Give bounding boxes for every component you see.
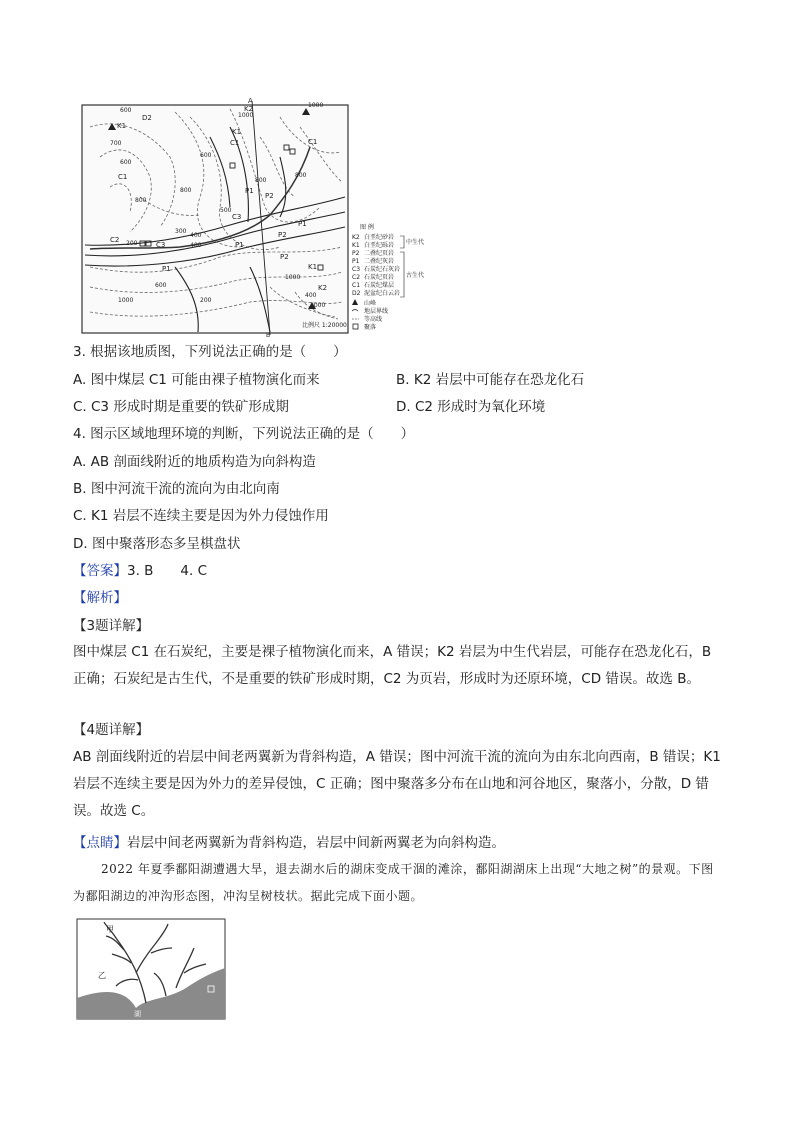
q3-option-a: A. 图中煤层 C1 可能由裸子植物演化而来 [73,372,320,388]
svg-text:400: 400 [305,292,317,299]
bottom-label: B [266,332,271,337]
svg-text:P1: P1 [235,241,244,249]
svg-text:石炭纪页岩: 石炭纪页岩 [364,274,395,281]
svg-text:聚落: 聚落 [364,324,377,331]
svg-text:800: 800 [135,197,147,204]
q4-option-b: B. 图中河流干流的流向为由北向南 [73,481,280,497]
q3-stem: 3. 根据该地质图，下列说法正确的是（ ） [73,344,347,360]
svg-text:C2: C2 [352,274,361,281]
q4-option-d: D. 图中聚落形态多呈棋盘状 [73,536,241,552]
legend-boundary-icon [352,310,358,312]
era-paleozoic: 古生代 [406,272,425,279]
svg-text:石炭纪石灰岩: 石炭纪石灰岩 [364,266,401,273]
q4-option-a: A. AB 剖面线附近的地质构造为向斜构造 [73,454,316,470]
svg-text:泥盆纪白云岩: 泥盆纪白云岩 [364,290,401,297]
svg-text:K2: K2 [352,234,360,241]
q4-stem: 4. 图示区域地理环境的判断，下列说法正确的是（ ） [73,426,415,442]
svg-text:C3: C3 [156,241,166,249]
svg-text:300: 300 [175,228,187,235]
svg-text:1000: 1000 [118,297,134,304]
svg-text:800: 800 [180,187,192,194]
svg-text:白垩纪砂岩: 白垩纪砂岩 [364,234,395,241]
detail-4-text: AB 剖面线附近的岩层中间老两翼新为背斜构造，A 错误；图中河流干流的流向为由东北向西南，B 错误；K1 岩层不连续主要是因为外力的差异侵蚀，C 正确；图中聚落多分布在山地和河谷地区，聚落小，分散，D 错误。故选 C。 [73,749,721,819]
svg-text:600: 600 [120,159,132,166]
q3-option-c: C. C3 形成时期是重要的铁矿形成期 [73,399,289,415]
svg-text:等高线: 等高线 [364,316,383,323]
label-jia: 甲 [106,925,114,934]
svg-text:C3: C3 [232,213,242,221]
detail-3-text: 图中煤层 C1 在石炭纪，主要是裸子植物演化而来，A 错误；K2 岩层为中生代岩层，可能存在恐龙化石，B 正确；石炭纪是古生代，不是重要的铁矿形成时期，C2 为页岩，形成时为还原环境，CD 错误。故选 B。 [73,644,712,687]
map-scale: 比例尺 1:20000 [302,322,347,329]
svg-text:K2: K2 [244,105,254,113]
label-yi: 乙 [98,971,106,980]
svg-text:500: 500 [220,207,232,214]
q3-option-d: D. C2 形成时为氧化环境 [396,399,546,415]
detail-4-label: 【4题详解】 [73,722,150,738]
svg-text:P1: P1 [352,258,360,265]
svg-text:K1: K1 [232,128,242,136]
geologic-map-figure [80,97,450,337]
q3-option-b: B. K2 岩层中可能存在恐龙化石 [396,372,585,388]
svg-text:K2: K2 [318,284,328,292]
svg-text:白垩纪砾岩: 白垩纪砾岩 [364,242,395,249]
svg-text:石炭纪煤层: 石炭纪煤层 [364,282,395,289]
svg-text:P2: P2 [352,250,360,257]
svg-text:二叠纪灰岩: 二叠纪灰岩 [364,258,395,265]
svg-text:D2: D2 [352,290,361,297]
svg-text:C1: C1 [230,139,240,147]
svg-text:山峰: 山峰 [364,300,377,307]
svg-text:200: 200 [200,297,212,304]
svg-text:D2: D2 [142,114,152,122]
svg-text:K1: K1 [308,263,318,271]
svg-text:地层界线: 地层界线 [364,308,389,315]
answer-label: 【答案】 [73,563,127,579]
legend-settlement-icon [353,324,358,329]
svg-text:C3: C3 [352,266,361,273]
geologic-map-svg [80,97,450,337]
svg-text:600: 600 [155,282,167,289]
analysis-label: 【解析】 [73,590,127,606]
svg-text:二叠纪页岩: 二叠纪页岩 [364,250,395,257]
svg-text:C1: C1 [352,282,361,289]
gully-map-svg [76,918,226,1020]
svg-text:P1: P1 [298,220,307,228]
tip-label: 【点睛】 [73,835,127,851]
svg-text:1000: 1000 [285,274,301,281]
svg-text:P1: P1 [245,187,254,195]
svg-text:P2: P2 [265,192,274,200]
svg-text:700: 700 [110,140,122,147]
q4-option-c: C. K1 岩层不连续主要是因为外力侵蚀作用 [73,508,329,524]
svg-text:1000: 1000 [308,102,324,109]
svg-text:200: 200 [126,240,138,247]
next-question-intro: 2022 年夏季鄱阳湖遭遇大旱，退去湖水后的湖床变成干涸的滩涂，鄱阳湖湖床上出现“大地之树”的景观。下图为鄱阳湖边的冲沟形态图，冲沟呈树枝状。据此完成下面小题。 [73,862,714,903]
svg-text:400: 400 [190,242,202,249]
era-mesozoic: 中生代 [406,239,425,246]
svg-text:P2: P2 [280,253,289,261]
svg-text:K1: K1 [117,122,127,130]
legend-title: 图 例 [360,224,374,231]
svg-text:C1: C1 [118,173,128,181]
label-lake: 湖 [134,1010,141,1018]
svg-text:P1: P1 [162,265,171,273]
answer-line [73,561,207,581]
svg-text:C2: C2 [110,236,120,244]
tip-text: 岩层中间老两翼新为背斜构造，岩层中间新两翼老为向斜构造。 [127,835,505,851]
svg-text:P2: P2 [278,231,287,239]
answer-text: 3. B 4. C [127,563,208,579]
svg-text:400: 400 [190,232,202,239]
svg-text:800: 800 [295,172,307,179]
svg-text:1000: 1000 [238,112,254,119]
north-label: A [248,97,253,105]
tip-line [73,833,505,853]
svg-text:800: 800 [255,177,267,184]
svg-text:K1: K1 [352,242,360,249]
detail-3-label: 【3题详解】 [73,618,150,634]
svg-text:600: 600 [200,152,212,159]
svg-text:600: 600 [120,107,132,114]
gully-map-figure [76,918,226,1020]
svg-text:1000: 1000 [310,302,326,309]
legend-peak-icon [352,299,358,305]
svg-text:C1: C1 [308,138,318,146]
